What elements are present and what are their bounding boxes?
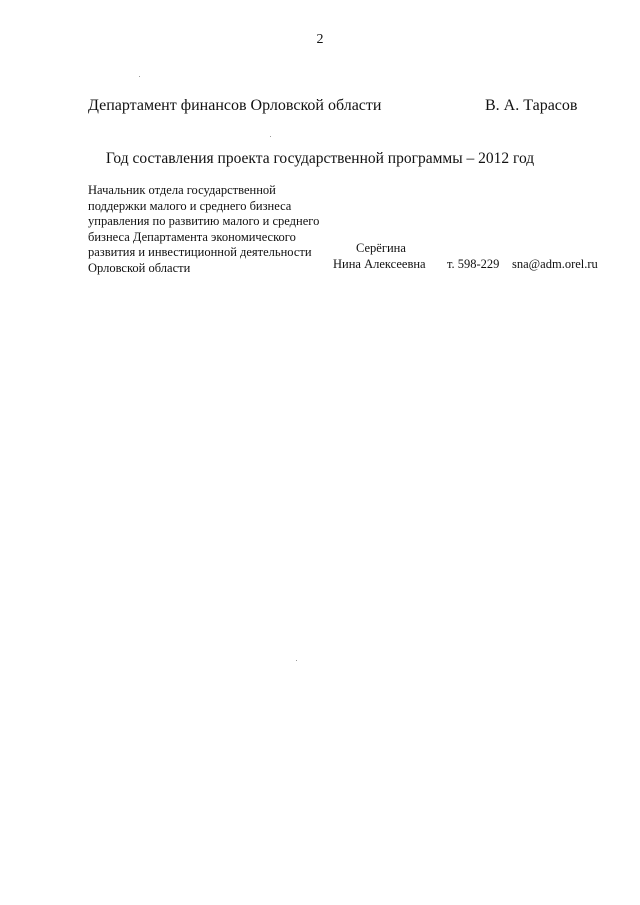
contact-position-line: Орловской области	[88, 260, 191, 275]
contact-email[interactable]: sna@adm.orel.ru	[512, 257, 598, 271]
contact-surname: Серёгина	[356, 241, 406, 255]
contact-position-line: управления по развитию малого и среднего	[88, 214, 320, 229]
scan-speck	[139, 76, 140, 77]
contact-phone: т. 598-229	[447, 257, 500, 271]
organization-name: Департамент финансов Орловской области	[88, 97, 382, 114]
contact-position-line: поддержки малого и среднего бизнеса	[88, 198, 292, 213]
page-number: 2	[316, 32, 324, 47]
contact-position-line: бизнеса Департамента экономического	[88, 229, 296, 244]
scan-speck	[270, 136, 271, 137]
contact-position-line: развития и инвестиционной деятельности	[88, 245, 312, 260]
signer-name: В. А. Тарасов	[485, 97, 578, 114]
program-year-line: Год составления проекта государственной программы – 2012 год	[105, 150, 535, 167]
contact-given-names: Нина Алексеевна	[333, 257, 426, 271]
contact-position-line: Начальник отдела государственной	[88, 183, 276, 197]
scan-speck	[296, 660, 297, 661]
contact-position	[88, 183, 319, 277]
